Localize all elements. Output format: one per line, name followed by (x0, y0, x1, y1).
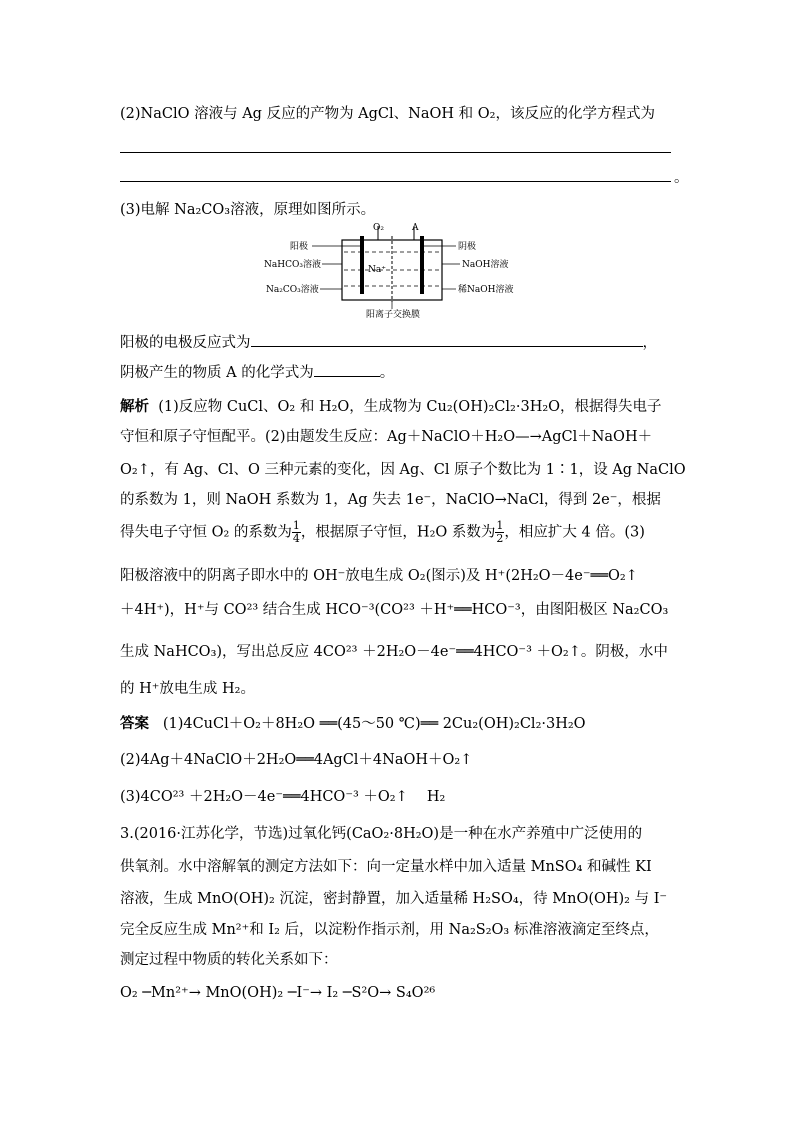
cathode-electrode (420, 236, 424, 294)
q4-line-4: 完全反应生成 Mn²⁺和 I₂ 后，以淀粉作指示剂，用 Na₂S₂O₃ 标准溶液滴定至终点， (120, 922, 659, 938)
q4-line-1: 3.(2016·江苏化学，节选)过氧化钙(CaO₂·8H₂O)是一种在水产养殖中广泛使用的 (120, 826, 643, 842)
right-bottom-solution: 稀NaOH溶液 (458, 285, 514, 295)
analysis-label: 解析 (120, 399, 149, 415)
left-top-solution: NaHCO₃溶液 (264, 260, 321, 270)
analysis-line-4: 的系数为 1，则 NaOH 系数为 1，Ag 失去 1e⁻，NaClO→NaCl，得到 2e⁻，根据 (120, 492, 661, 508)
cathode-blank[interactable] (314, 364, 380, 377)
answer-line-1: 答案 (1)4CuCl＋O₂＋8H₂O ══(45～50 ℃)══ 2Cu₂(OH)₂Cl₂·3H₂O (120, 716, 586, 732)
right-top-solution: NaOH溶液 (462, 260, 509, 270)
q4-line-3: 溶液，生成 MnO(OH)₂ 沉淀，密封静置，加入适量稀 H₂SO₄，待 MnO(OH)₂ 与 I⁻ (120, 891, 668, 907)
electrolysis-diagram (262, 222, 532, 322)
left-bottom-solution: Na₂CO₃溶液 (266, 285, 319, 295)
q4-line-2: 供氧剂。水中溶解氧的测定方法如下：向一定量水样中加入适量 MnSO₄ 和碱性 KI (120, 859, 652, 875)
answer-line-2: (2)4Ag＋4NaClO＋2H₂O══4AgCl＋4NaOH＋O₂↑ (120, 752, 473, 768)
answer-line-3: (3)4CO²³ ＋2H₂O－4e⁻══4HCO⁻³ ＋O₂↑ H₂ (120, 789, 446, 805)
anode-label: 阳极 (290, 242, 309, 252)
answer-blank-line-1[interactable] (120, 152, 671, 153)
q2-prompt: (2)NaClO 溶液与 Ag 反应的产物为 AgCl、NaOH 和 O₂，该反应的化学方程式为 (120, 106, 655, 122)
anode-electrode (360, 236, 364, 294)
q2-period: 。 (674, 170, 689, 186)
transformation-chain: O₂ ─Mn²⁺→ MnO(OH)₂ ─I⁻→ I₂ ─S²O→ S₄O²⁶ (120, 985, 436, 1001)
q4-line-5: 测定过程中物质的转化关系如下： (120, 952, 338, 968)
membrane-label: 阳离子交换膜 (366, 310, 421, 320)
cathode-label: 阴极 (458, 242, 477, 252)
analysis-line-3: O₂↑，有 Ag、Cl、O 三种元素的变化，因 Ag、Cl 原子个数比为 1∶1，设 Ag NaClO (120, 462, 686, 478)
analysis-line-2: 守恒和原子守恒配平。(2)由题发生反应：Ag＋NaClO＋H₂O—→AgCl＋NaOH＋ (120, 429, 653, 445)
analysis-line-6: 阳极溶液中的阴离子即水中的 OH⁻放电生成 O₂(图示)及 H⁺(2H₂O－4e⁻══O₂↑ (120, 568, 638, 584)
a-label: A (412, 223, 419, 233)
answer-blank-line-2[interactable] (120, 181, 671, 182)
anode-blank[interactable] (251, 334, 643, 347)
analysis-line-7: ＋4H⁺)，H⁺与 CO²³ 结合生成 HCO⁻³(CO²³ ＋H⁺══HCO⁻³，由图阳极区 Na₂CO₃ (120, 602, 669, 618)
anode-question: 阳极的电极反应式为 ， (120, 335, 657, 351)
analysis-line-9: 的 H⁺放电生成 H₂。 (120, 681, 255, 697)
fraction-one-quarter: $\frac{1}{4}$ (292, 519, 300, 545)
analysis-line-8: 生成 NaHCO₃)，写出总反应 4CO²³ ＋2H₂O－4e⁻══4HCO⁻³ ＋O₂↑。阴极，水中 (120, 644, 668, 660)
analysis-line-1: 解析 (1)反应物 CuCl、O₂ 和 H₂O，生成物为 Cu₂(OH)₂Cl₂·3H₂O，根据得失电子 (120, 399, 662, 415)
o2-label: O₂ (373, 223, 384, 233)
cathode-question: 阴极产生的物质 A 的化学式为 。 (120, 365, 395, 381)
na-ion-label: Na⁺ (368, 265, 386, 275)
q3-prompt: (3)电解 Na₂CO₃溶液，原理如图所示。 (120, 202, 376, 218)
fraction-one-half: $\frac{1}{2}$ (496, 519, 504, 545)
answer-label: 答案 (120, 716, 149, 732)
analysis-line-5: 得失电子守恒 O₂ 的系数为 $\frac{1}{4}$ ，根据原子守恒，H₂O 系数为 $\frac{1}{2}$ ，相应扩大 4 倍。(3) (120, 519, 645, 545)
